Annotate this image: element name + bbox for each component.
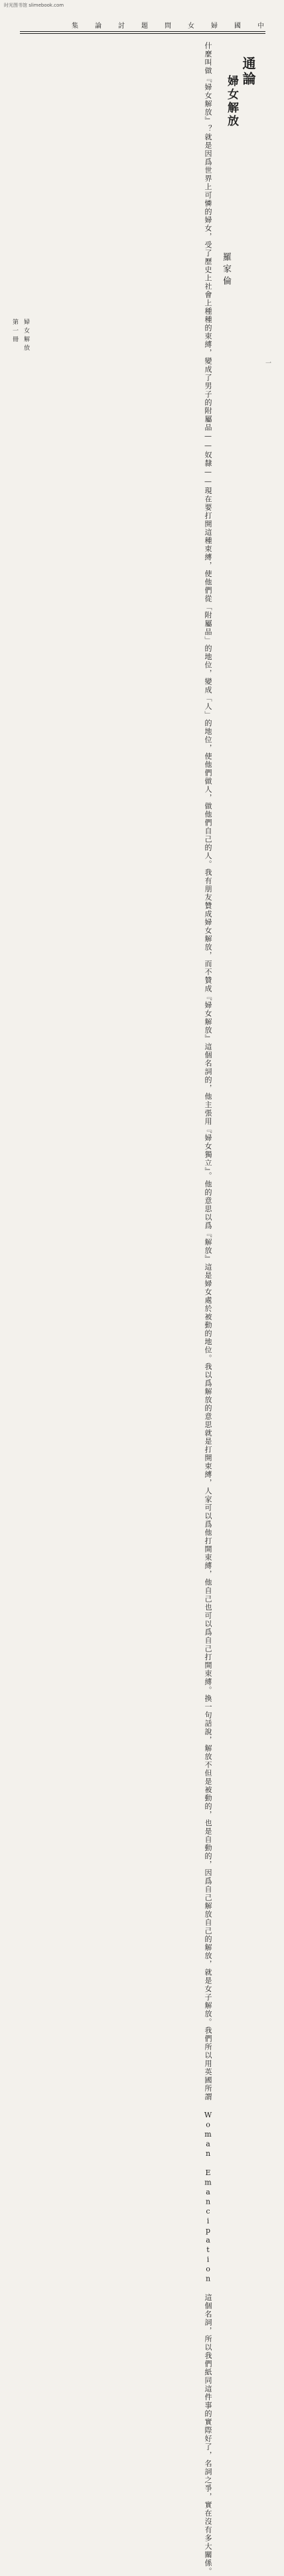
header-char: 題 xyxy=(141,23,148,30)
header-char: 討 xyxy=(118,23,125,30)
section-label: 通論 xyxy=(240,56,256,87)
footer-volume: 第一冊 xyxy=(11,319,18,344)
author-name: 羅家倫 xyxy=(221,252,231,288)
header-char: 問 xyxy=(165,23,171,30)
header-rule xyxy=(20,33,265,34)
header-rule xyxy=(20,31,265,32)
paragraph-1: 什麼叫做『婦女解放』？就是因爲世界上可憐的婦女，受了歷史上社會上種種的束縛，變成了男子的附屬品——奴隸——現在要打開這種束縛，使他們從「附屬品」的地位，變成「人」的地位，使他們做人，做他們自己的人。我有朋友贊成婦女解放，而不贊成『婦女解放』這個名詞的，他主張用『婦女獨立』。他的意思以爲『解放』這是婦女處於被動的地位。我以爲解放的意思就是打開束縛，人家可以爲他打開束縛，他自己也可以爲自己打開束縛。換一句話說，解放不但是被動的，也是自動的，因爲自己解放自己的解放，就是女子解放。我們所以用英國所謂 Woman Emancipation 這個名詞，所以我們紙同這件事的實際好了，名詞之爭，實在沒有多大關係。 xyxy=(204,42,212,2576)
watermark: 时光图书馆 slimebook.com xyxy=(4,3,64,8)
header-char: 女 xyxy=(188,23,194,30)
body-text xyxy=(41,42,212,2576)
header-char: 婦 xyxy=(211,23,218,30)
article-title: 婦女解放 xyxy=(225,75,238,128)
page-number: 一 xyxy=(265,360,275,367)
header-char: 國 xyxy=(234,23,241,30)
footer-subject: 婦女解放 xyxy=(23,319,29,353)
running-header xyxy=(72,20,264,30)
header-char: 集 xyxy=(72,23,78,30)
header-char: 中 xyxy=(257,23,264,30)
header-char: 論 xyxy=(95,23,102,30)
